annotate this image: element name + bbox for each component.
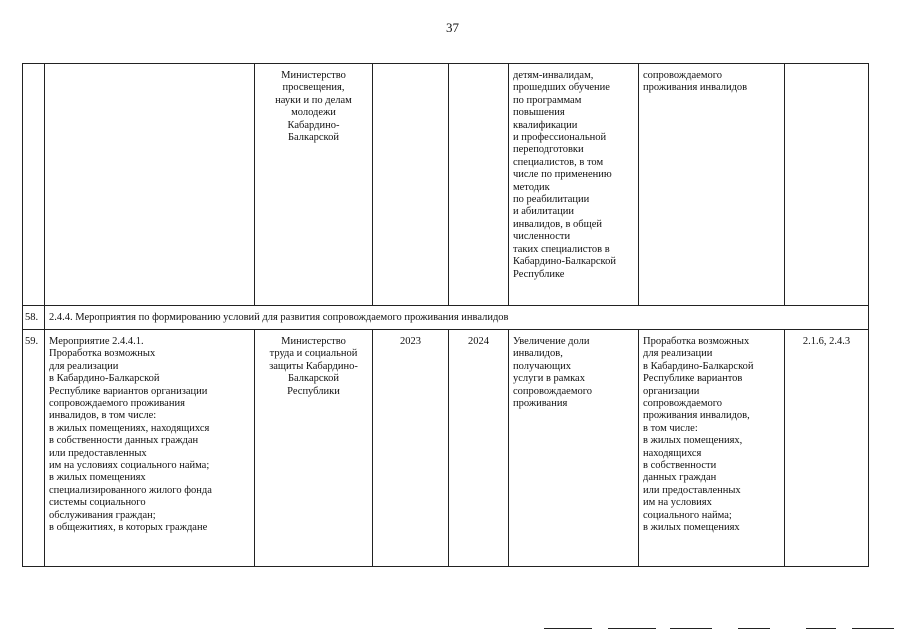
- text-line: в жилых помещениях, находящихся: [49, 422, 210, 434]
- text-line: сопровождаемого: [513, 385, 593, 397]
- measure-title-cell: [45, 330, 255, 567]
- text-line: обслуживания граждан;: [49, 509, 156, 521]
- footer-rule: [544, 628, 592, 629]
- text-line: Балкарской: [288, 132, 339, 144]
- row-number-cell: [23, 64, 45, 306]
- text-line: Балкарской: [288, 373, 339, 385]
- indicator-cell: [509, 330, 639, 567]
- text-line: Увеличение доли: [513, 336, 590, 347]
- text-line: Проработка возможных: [643, 336, 750, 347]
- text-line: в Кабардино-Балкарской: [49, 373, 160, 385]
- text-line: просвещения,: [282, 82, 345, 94]
- text-line: или предоставленных: [49, 447, 147, 459]
- text-line: повышения: [513, 107, 565, 119]
- text-line: молодежи: [291, 107, 336, 119]
- text-line: Кабардино-Балкарской: [513, 256, 616, 268]
- text-line: данных граждан: [643, 472, 717, 484]
- text-line: Кабардино-: [287, 119, 340, 131]
- text-line: проживания инвалидов,: [643, 410, 750, 422]
- indicator-cell: [509, 64, 639, 306]
- text-line: науки и по делам: [275, 94, 352, 106]
- text-line: численности: [513, 231, 571, 243]
- text-line: методик: [513, 181, 550, 193]
- row-number-cell: 59.: [23, 330, 45, 567]
- text-line: по программам: [513, 94, 582, 106]
- text-line: организации: [643, 385, 700, 397]
- text-line: им на условиях социального найма;: [49, 460, 210, 472]
- program-table: [22, 63, 869, 567]
- measure-title-cell: [45, 64, 255, 306]
- text-line: Республике вариантов организации: [49, 385, 208, 397]
- text-line: Республике: [513, 268, 565, 280]
- link-cell: [785, 64, 869, 306]
- text-line: получающих: [513, 360, 571, 372]
- end-year-cell: [449, 64, 509, 306]
- page-number: 37: [446, 20, 459, 35]
- text-line: социального найма;: [643, 509, 732, 521]
- text-line: защиты Кабардино-: [269, 360, 358, 372]
- text-line: специализированного жилого фонда: [49, 484, 212, 496]
- text-line: для реализации: [643, 348, 713, 360]
- text-line: таких специалистов в: [513, 243, 610, 255]
- text-line: по реабилитации: [513, 194, 590, 206]
- text-line: для реализации: [49, 360, 119, 372]
- table-row: [23, 64, 869, 306]
- executor-cell: [255, 330, 373, 567]
- text-line: детям-инвалидам,: [513, 70, 594, 81]
- text-line: и профессиональной: [513, 132, 607, 144]
- footer-rules: [0, 628, 905, 632]
- text-line: проживания: [513, 398, 568, 410]
- text-line: сопровождаемого: [643, 398, 723, 410]
- executor-cell: [255, 64, 373, 306]
- table-row: [23, 330, 869, 567]
- text-line: или предоставленных: [643, 484, 741, 496]
- footer-rule: [608, 628, 656, 629]
- section-title-cell: 2.4.4. Мероприятия по формированию условий для развития сопровождаемого проживания инвалидов: [45, 306, 869, 330]
- text-line: в собственности данных граждан: [49, 435, 199, 447]
- text-line: в жилых помещениях: [49, 472, 146, 484]
- text-line: инвалидов, в том числе:: [49, 410, 157, 422]
- text-line: им на условиях: [643, 497, 712, 509]
- text-line: в жилых помещениях: [643, 522, 740, 534]
- text-line: Мероприятие 2.4.4.1.: [49, 336, 144, 347]
- text-line: труда и социальной: [269, 348, 358, 360]
- start-year-cell: [373, 64, 449, 306]
- text-line: квалификации: [513, 119, 578, 131]
- text-line: инвалидов, в общей: [513, 218, 603, 230]
- text-line: Проработка возможных: [49, 348, 156, 360]
- text-line: системы социального: [49, 497, 146, 509]
- result-cell: [639, 64, 785, 306]
- link-cell: 2.1.6, 2.4.3: [785, 330, 869, 567]
- text-line: сопровождаемого проживания: [49, 398, 185, 410]
- text-line: в собственности: [643, 460, 717, 472]
- footer-rule: [738, 628, 770, 629]
- text-line: Республике вариантов: [643, 373, 743, 385]
- text-line: в Кабардино-Балкарской: [643, 360, 754, 372]
- text-line: услуги в рамках: [513, 373, 585, 385]
- text-line: переподготовки: [513, 144, 584, 156]
- footer-rule: [806, 628, 836, 629]
- text-line: проживания инвалидов: [643, 82, 748, 94]
- text-line: находящихся: [643, 447, 702, 459]
- text-line: числе по применению: [513, 169, 612, 181]
- text-line: в общежитиях, в которых граждане: [49, 522, 208, 534]
- result-cell: [639, 330, 785, 567]
- text-line: Республики: [287, 385, 340, 397]
- text-line: специалистов, в том: [513, 156, 604, 168]
- end-year-cell: 2024: [449, 330, 509, 567]
- footer-rule: [670, 628, 712, 629]
- text-line: Министерство: [281, 336, 346, 347]
- text-line: в жилых помещениях,: [643, 435, 743, 447]
- text-line: сопровождаемого: [643, 70, 723, 81]
- text-line: инвалидов,: [513, 348, 563, 360]
- text-line: и абилитации: [513, 206, 574, 218]
- start-year-cell: 2023: [373, 330, 449, 567]
- text-line: в том числе:: [643, 422, 698, 434]
- row-number-cell: 58.: [23, 306, 45, 330]
- text-line: прошедших обучение: [513, 82, 610, 94]
- footer-rule: [852, 628, 894, 629]
- text-line: Министерство: [281, 70, 346, 81]
- table-row: [23, 306, 869, 330]
